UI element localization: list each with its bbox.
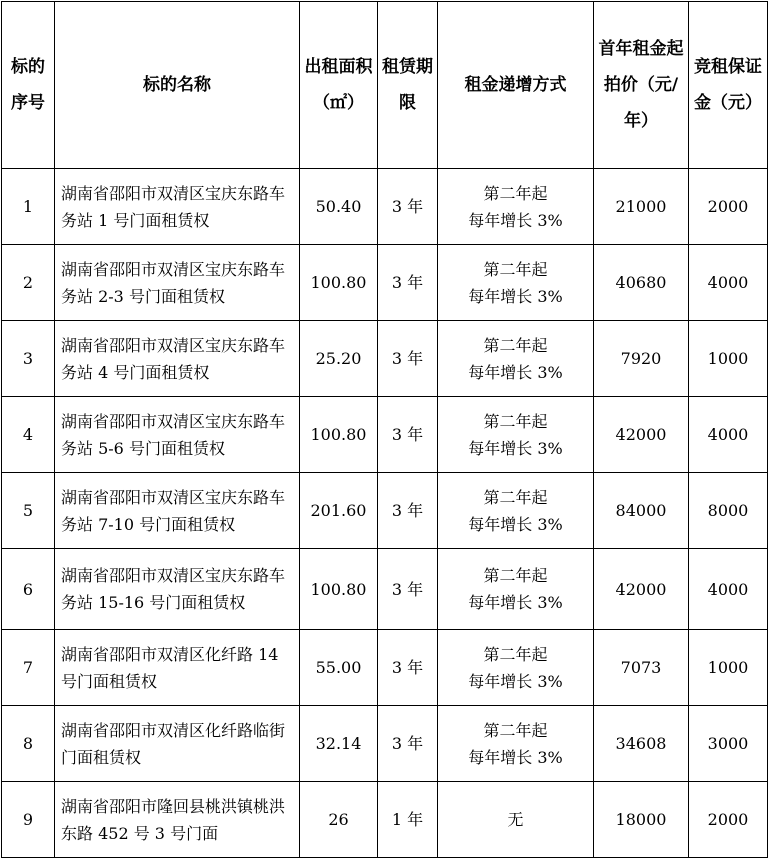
- cell-term: 3 年: [378, 706, 438, 782]
- cell-deposit: 4000: [689, 245, 768, 321]
- increase-line2: 每年增长 3%: [468, 286, 563, 306]
- table-row: [2, 169, 768, 245]
- cell-name: 湖南省邵阳市双清区宝庆东路车务站 1 号门面租赁权: [55, 169, 300, 245]
- cell-price: 21000: [594, 169, 689, 245]
- cell-term: 3 年: [378, 245, 438, 321]
- cell-term: 3 年: [378, 169, 438, 245]
- cell-area: 25.20: [300, 321, 378, 397]
- cell-seq: 7: [2, 630, 55, 706]
- cell-term: 3 年: [378, 630, 438, 706]
- cell-area: 100.80: [300, 397, 378, 473]
- increase-line2: 每年增长 3%: [468, 747, 563, 767]
- cell-name: 湖南省邵阳市双清区化纤路 14 号门面租赁权: [55, 630, 300, 706]
- cell-price: 18000: [594, 782, 689, 858]
- header-row: [2, 2, 768, 169]
- cell-name: 湖南省邵阳市双清区宝庆东路车务站 7-10 号门面租赁权: [55, 473, 300, 549]
- increase-line1: 第二年起: [483, 411, 548, 431]
- increase-line2: 每年增长 3%: [468, 438, 563, 458]
- cell-deposit: 8000: [689, 473, 768, 549]
- header-deposit: 竞租保证金（元）: [689, 2, 768, 169]
- cell-price: 7920: [594, 321, 689, 397]
- cell-name: 湖南省邵阳市双清区宝庆东路车务站 15-16 号门面租赁权: [55, 549, 300, 630]
- cell-term: 3 年: [378, 321, 438, 397]
- cell-seq: 2: [2, 245, 55, 321]
- increase-line1: 第二年起: [483, 566, 548, 585]
- cell-increase: [438, 706, 594, 782]
- cell-area: 100.80: [300, 245, 378, 321]
- cell-price: 7073: [594, 630, 689, 706]
- cell-seq: 4: [2, 397, 55, 473]
- table-row: [2, 473, 768, 549]
- cell-deposit: 4000: [689, 549, 768, 630]
- cell-increase: [438, 245, 594, 321]
- table-row: [2, 245, 768, 321]
- cell-name: 湖南省邵阳市隆回县桃洪镇桃洪东路 452 号 3 号门面: [55, 782, 300, 858]
- cell-deposit: 1000: [689, 630, 768, 706]
- increase-line1: 第二年起: [483, 335, 548, 355]
- increase-line1: 第二年起: [483, 259, 548, 279]
- cell-deposit: 2000: [689, 782, 768, 858]
- table-row: [2, 706, 768, 782]
- cell-area: 26: [300, 782, 378, 858]
- table-row: [2, 630, 768, 706]
- cell-seq: 9: [2, 782, 55, 858]
- cell-deposit: 1000: [689, 321, 768, 397]
- increase-line2: 每年增长 3%: [468, 210, 563, 230]
- header-price: 首年租金起拍价（元/年）: [594, 2, 689, 169]
- cell-seq: 1: [2, 169, 55, 245]
- cell-price: 34608: [594, 706, 689, 782]
- increase-line2: 每年增长 3%: [468, 593, 563, 612]
- table-row: [2, 549, 768, 630]
- cell-deposit: 2000: [689, 169, 768, 245]
- table-row: [2, 397, 768, 473]
- cell-area: 32.14: [300, 706, 378, 782]
- cell-price: 42000: [594, 549, 689, 630]
- header-area: 出租面积（㎡）: [300, 2, 378, 169]
- cell-increase: [438, 473, 594, 549]
- cell-term: 3 年: [378, 397, 438, 473]
- cell-term: 3 年: [378, 549, 438, 630]
- cell-increase: [438, 630, 594, 706]
- cell-seq: 3: [2, 321, 55, 397]
- cell-area: 55.00: [300, 630, 378, 706]
- lease-auction-table: [1, 1, 768, 858]
- increase-line1: 第二年起: [483, 720, 548, 740]
- cell-increase: [438, 782, 594, 858]
- cell-price: 42000: [594, 397, 689, 473]
- cell-deposit: 3000: [689, 706, 768, 782]
- cell-deposit: 4000: [689, 397, 768, 473]
- header-term: 租赁期限: [378, 2, 438, 169]
- increase-line1: 第二年起: [483, 487, 548, 507]
- cell-term: 3 年: [378, 473, 438, 549]
- cell-seq: 8: [2, 706, 55, 782]
- cell-increase: [438, 169, 594, 245]
- increase-line1: 第二年起: [483, 183, 548, 203]
- increase-line2: 每年增长 3%: [468, 671, 563, 691]
- cell-name: 湖南省邵阳市双清区宝庆东路车务站 4 号门面租赁权: [55, 321, 300, 397]
- increase-line2: 每年增长 3%: [468, 514, 563, 534]
- cell-term: 1 年: [378, 782, 438, 858]
- header-name: 标的名称: [55, 2, 300, 169]
- table-row: [2, 321, 768, 397]
- cell-name: 湖南省邵阳市双清区化纤路临街门面租赁权: [55, 706, 300, 782]
- cell-increase: [438, 549, 594, 630]
- cell-price: 40680: [594, 245, 689, 321]
- increase-line2: 每年增长 3%: [468, 362, 563, 382]
- cell-increase: [438, 397, 594, 473]
- cell-seq: 5: [2, 473, 55, 549]
- cell-name: 湖南省邵阳市双清区宝庆东路车务站 2-3 号门面租赁权: [55, 245, 300, 321]
- increase-line1: 第二年起: [483, 644, 548, 664]
- header-seq: 标的序号: [2, 2, 55, 169]
- cell-seq: 6: [2, 549, 55, 630]
- cell-price: 84000: [594, 473, 689, 549]
- cell-name: 湖南省邵阳市双清区宝庆东路车务站 5-6 号门面租赁权: [55, 397, 300, 473]
- cell-area: 201.60: [300, 473, 378, 549]
- header-increase: 租金递增方式: [438, 2, 594, 169]
- cell-area: 50.40: [300, 169, 378, 245]
- table-row: [2, 782, 768, 858]
- increase-line1: 无: [507, 810, 524, 829]
- cell-area: 100.80: [300, 549, 378, 630]
- cell-increase: [438, 321, 594, 397]
